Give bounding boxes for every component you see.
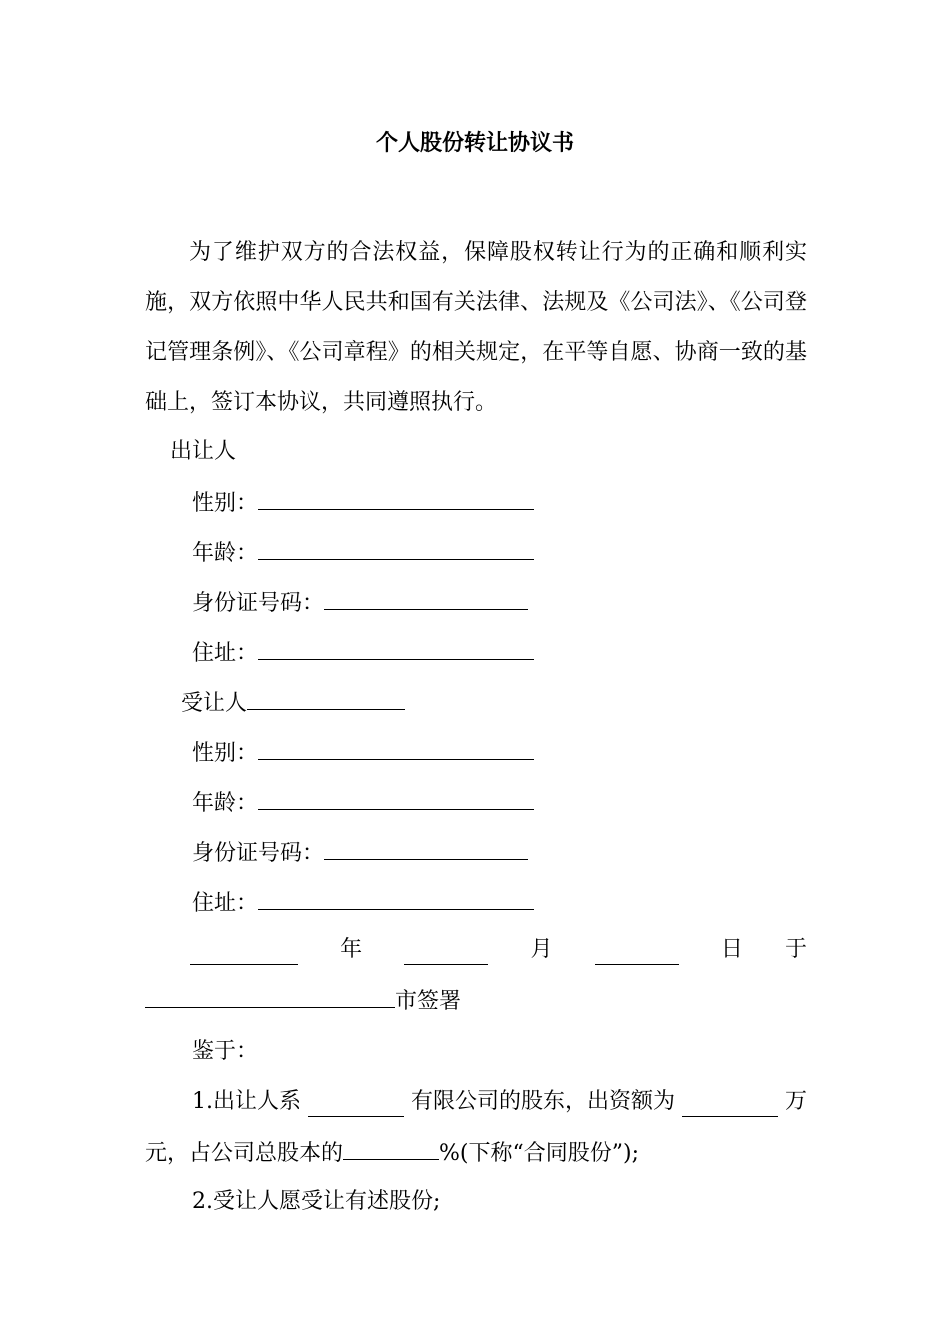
signing-year-field[interactable] bbox=[190, 942, 298, 965]
transferor-id-label: 身份证号码： bbox=[192, 591, 325, 616]
transferor-gender-label: 性别： bbox=[192, 491, 259, 516]
whereas-item1-suffix: %(下称“合同股份”); bbox=[439, 1141, 639, 1166]
transferee-gender-row bbox=[192, 737, 534, 769]
signing-date-row bbox=[190, 935, 807, 965]
transferor-heading: 出让人 bbox=[170, 439, 237, 464]
transferor-address-row bbox=[192, 637, 534, 669]
transferee-age-field[interactable] bbox=[258, 787, 534, 810]
transferee-id-label: 身份证号码： bbox=[192, 841, 325, 866]
transferor-address-label: 住址： bbox=[192, 641, 259, 666]
transferee-heading-row bbox=[181, 687, 405, 719]
signing-at-label: 于 bbox=[784, 937, 807, 962]
whereas-item1-line2 bbox=[145, 1137, 639, 1169]
transferor-age-field[interactable] bbox=[258, 537, 534, 560]
transferor-gender-field[interactable] bbox=[258, 487, 534, 510]
whereas-item2: 2.受让人愿受让有述股份; bbox=[192, 1189, 441, 1214]
transferor-age-row bbox=[192, 537, 534, 569]
transferee-heading: 受让人 bbox=[181, 691, 248, 716]
document-title: 个人股份转让协议书 bbox=[375, 130, 574, 156]
transferee-id-field[interactable] bbox=[324, 837, 528, 860]
capital-amount-field[interactable] bbox=[682, 1094, 778, 1117]
signing-city-row bbox=[145, 985, 461, 1017]
whereas-item1-middle: 有限公司的股东，出资额为 bbox=[410, 1089, 675, 1114]
transferee-address-field[interactable] bbox=[258, 887, 534, 910]
share-percent-field[interactable] bbox=[343, 1137, 439, 1160]
signing-year-label: 年 bbox=[340, 937, 363, 962]
transferor-id-row bbox=[192, 587, 528, 619]
transferee-age-label: 年龄： bbox=[192, 791, 259, 816]
transferor-address-field[interactable] bbox=[258, 637, 534, 660]
transferee-gender-label: 性别： bbox=[192, 741, 259, 766]
transferee-address-row bbox=[192, 887, 534, 919]
transferor-id-field[interactable] bbox=[324, 587, 528, 610]
preamble-paragraph: 为了维护双方的合法权益，保障股权转让行为的正确和顺利实施，双方依照中华人民共和国有关法律、法规及《公司法》、《公司登记管理条例》、《公司章程》的相关规定，在平等自愿、协商一致的基础上，签订本协议，共同遵照执行。 bbox=[145, 240, 807, 415]
transferor-age-label: 年龄： bbox=[192, 541, 259, 566]
transferee-address-label: 住址： bbox=[192, 891, 259, 916]
transferee-id-row bbox=[192, 837, 528, 869]
whereas-item1-unit: 万 bbox=[784, 1089, 807, 1114]
whereas-item1-share-label: 元，占公司总股本的 bbox=[145, 1141, 344, 1166]
whereas-item1-prefix: 1.出让人系 bbox=[192, 1089, 301, 1114]
transferor-gender-row bbox=[192, 487, 534, 519]
signing-city-label: 市签署 bbox=[395, 989, 462, 1014]
whereas-heading: 鉴于： bbox=[192, 1039, 259, 1064]
transferee-age-row bbox=[192, 787, 534, 819]
signing-month-field[interactable] bbox=[404, 942, 488, 965]
transferee-gender-field[interactable] bbox=[258, 737, 534, 760]
signing-day-label: 日 bbox=[720, 937, 743, 962]
company-name-field[interactable] bbox=[308, 1094, 404, 1117]
signing-month-label: 月 bbox=[530, 937, 553, 962]
transferee-name-field[interactable] bbox=[247, 687, 405, 710]
signing-city-field[interactable] bbox=[145, 985, 395, 1008]
whereas-item1-line1 bbox=[192, 1087, 807, 1117]
signing-day-field[interactable] bbox=[595, 942, 679, 965]
